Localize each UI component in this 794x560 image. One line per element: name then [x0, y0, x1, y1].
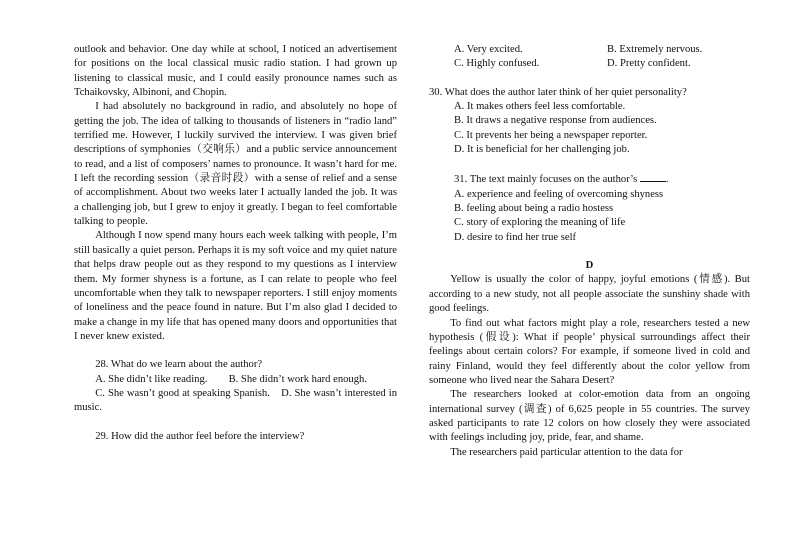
option-30-b: B. It draws a negative response from audiences. [454, 115, 657, 127]
option-31-d: D. desire to find her true self [454, 231, 577, 243]
answer-blank [640, 171, 666, 182]
passage-d-paragraph-3: The researchers looked at color-emotion data from an ongoing international survey (调查) of 6,625 people in 55 countries. The survey asked participants to rate 12 colors on how closely they were associated with feelings including joy, pride, fear, and shame. [429, 389, 750, 444]
question-30: 30. What does the author later think of her quiet personality? [429, 86, 687, 98]
option-30-d: D. It is beneficial for her challenging job. [454, 144, 630, 156]
right-column [429, 43, 750, 460]
passage-paragraph-2: I had absolutely no background in radio, and absolutely no hope of getting the job. The idea of talking to thousands of listeners in “radio land” terrified me. However, I luckily survived the interview. I was given brief descriptions of symphonies（交响乐）and a public service announcement to read, and a list of composers’ names to pronounce. It wasn’t hard for me. I left the recording session（录音时段）with a sense of relief and a sense of accomplishment. About two weeks later I actually landed the job. It was a challenging job, but I grew to enjoy it greatly. I began to feel comfortable talking to people. [74, 101, 397, 228]
left-column [74, 43, 397, 444]
passage-d-paragraph-2: To find out what factors might play a role, researchers tested a new hypothesis (假设): What if people’ physical surroundings affect their feelings about certain colors? For example, if someone lived in cold and rainy Finland, would they feel differently about the color yellow from someone who lived near the Sahara Desert? [429, 317, 750, 386]
section-heading-d: D [585, 260, 594, 272]
question-31-text: 31. The text mainly focuses on the author’s [454, 174, 638, 186]
option-31-b: B. feeling about being a radio hostess [454, 203, 614, 215]
question-29-options-row-2 [429, 57, 750, 71]
question-29: 29. How did the author feel before the interview? [95, 430, 305, 442]
option-31-a: A. experience and feeling of overcoming shyness [454, 188, 664, 200]
question-28-options-ab: A. She didn’t like reading. B. She didn’t work hard enough. [95, 373, 367, 385]
question-28-options-cd: C. She wasn’t good at speaking Spanish. D. She wasn’t interested in music. [74, 387, 397, 414]
option-31-c: C. story of exploring the meaning of life [454, 217, 626, 229]
passage-d-paragraph-4: The researchers paid particular attention to the data for [450, 446, 683, 458]
option-29-b: B. Extremely nervous. [607, 44, 703, 55]
option-29-a: A. Very excited. [454, 44, 523, 55]
option-29-c: C. Highly confused. [454, 58, 540, 70]
question-29-options-row-1 [429, 43, 750, 57]
question-31 [429, 171, 750, 187]
passage-paragraph-3: Although I now spend many hours each week talking with people, I’m still basically a quiet person. Perhaps it is my soft voice and my quiet nature that helps draw people out as they respond to my questions as I interview them. My former shyness is a fortune, as I can relate to people who feel uncomfortable when they talk to newspaper reporters. I still enjoy moments of loneliness and the peace found in nature. But I’m also glad I decided to make a change in my life that has opened many doors and opportunities that I never knew existed. [74, 230, 397, 342]
option-30-c: C. It prevents her being a newspaper reporter. [454, 129, 648, 141]
question-31-end: . [665, 174, 669, 186]
question-28: 28. What do we learn about the author? [95, 359, 263, 371]
passage-paragraph-1: outlook and behavior. One day while at school, I noticed an advertisement for positions on the local classical music radio station. I had grown up listening to classical music, and I could easily pronounce names such as Tchaikovsky, Albinoni, and Chopin. [74, 44, 397, 99]
passage-d-paragraph-1: Yellow is usually the color of happy, joyful emotions (情感). But according to a new study, not all people associate the sunshiny shade with good feelings. [429, 274, 750, 315]
option-29-d: D. Pretty confident. [607, 58, 691, 70]
option-30-a: A. It makes others feel less comfortable. [454, 101, 626, 113]
